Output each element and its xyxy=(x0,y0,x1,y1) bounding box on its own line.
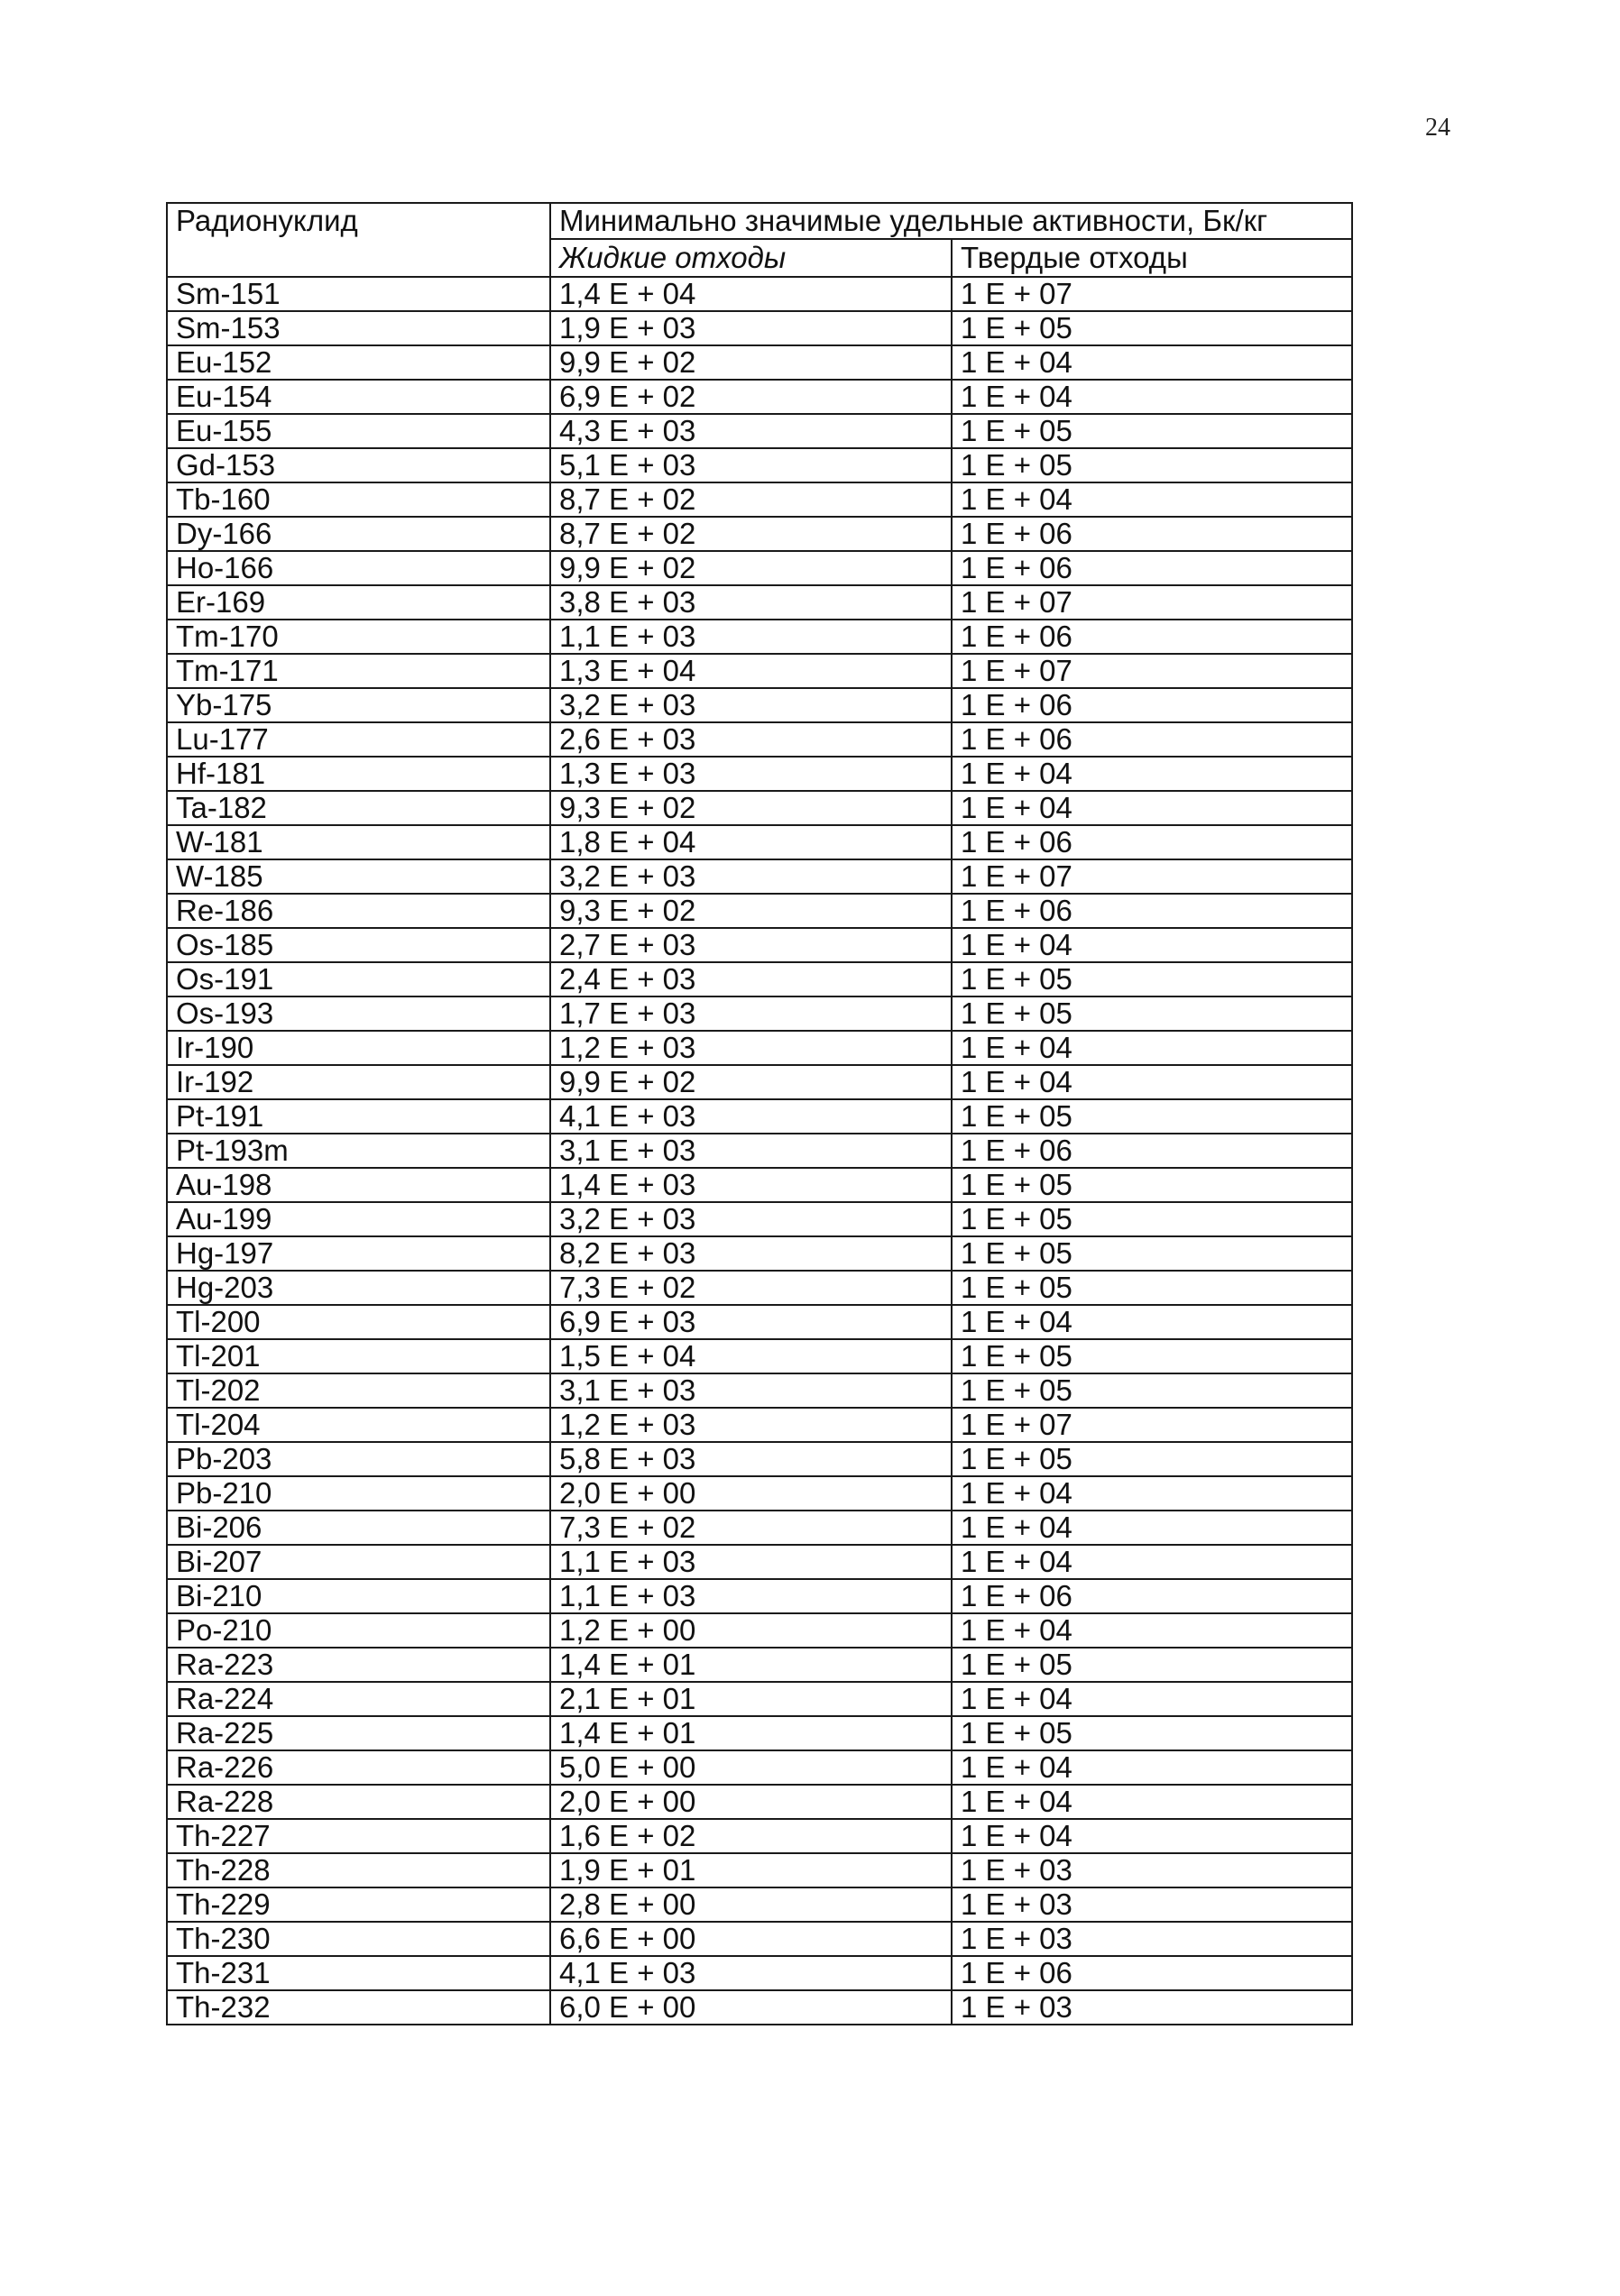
table-row xyxy=(167,1613,1352,1648)
cell-solid-activity: 1 E + 04 xyxy=(952,380,1352,414)
cell-radionuclide: Ra-224 xyxy=(167,1682,550,1716)
cell-solid-activity: 1 E + 04 xyxy=(952,1545,1352,1579)
cell-liquid-activity: 4,1 E + 03 xyxy=(550,1099,952,1134)
cell-liquid-activity: 6,6 E + 00 xyxy=(550,1922,952,1956)
cell-liquid-activity: 5,0 E + 00 xyxy=(550,1750,952,1785)
cell-radionuclide: Au-198 xyxy=(167,1168,550,1202)
table-row xyxy=(167,1819,1352,1853)
table-row xyxy=(167,1648,1352,1682)
cell-radionuclide: W-181 xyxy=(167,825,550,859)
cell-liquid-activity: 6,0 E + 00 xyxy=(550,1990,952,2025)
cell-liquid-activity: 9,3 E + 02 xyxy=(550,791,952,825)
table-row xyxy=(167,1785,1352,1819)
cell-radionuclide: Os-193 xyxy=(167,996,550,1031)
table-row xyxy=(167,894,1352,928)
cell-liquid-activity: 9,9 E + 02 xyxy=(550,551,952,585)
table-row xyxy=(167,654,1352,688)
cell-solid-activity: 1 E + 04 xyxy=(952,1750,1352,1785)
cell-radionuclide: Po-210 xyxy=(167,1613,550,1648)
cell-liquid-activity: 2,0 E + 00 xyxy=(550,1476,952,1511)
table-row xyxy=(167,962,1352,996)
cell-solid-activity: 1 E + 05 xyxy=(952,962,1352,996)
cell-solid-activity: 1 E + 06 xyxy=(952,620,1352,654)
cell-liquid-activity: 3,1 E + 03 xyxy=(550,1373,952,1408)
cell-solid-activity: 1 E + 04 xyxy=(952,928,1352,962)
cell-radionuclide: Tl-204 xyxy=(167,1408,550,1442)
cell-radionuclide: Hg-197 xyxy=(167,1236,550,1271)
table-row xyxy=(167,1202,1352,1236)
cell-liquid-activity: 1,9 E + 03 xyxy=(550,311,952,345)
table-body xyxy=(167,277,1352,2025)
cell-liquid-activity: 1,1 E + 03 xyxy=(550,620,952,654)
cell-radionuclide: Yb-175 xyxy=(167,688,550,722)
cell-radionuclide: Re-186 xyxy=(167,894,550,928)
cell-radionuclide: Eu-154 xyxy=(167,380,550,414)
cell-solid-activity: 1 E + 07 xyxy=(952,654,1352,688)
cell-liquid-activity: 8,7 E + 02 xyxy=(550,482,952,517)
table-row xyxy=(167,482,1352,517)
cell-solid-activity: 1 E + 03 xyxy=(952,1990,1352,2025)
cell-radionuclide: Tm-170 xyxy=(167,620,550,654)
header-solid-waste: Твердые отходы xyxy=(952,239,1352,277)
cell-solid-activity: 1 E + 06 xyxy=(952,551,1352,585)
cell-solid-activity: 1 E + 04 xyxy=(952,1476,1352,1511)
table-row xyxy=(167,996,1352,1031)
cell-radionuclide: Pt-193m xyxy=(167,1134,550,1168)
cell-solid-activity: 1 E + 06 xyxy=(952,825,1352,859)
cell-radionuclide: Eu-155 xyxy=(167,414,550,448)
cell-radionuclide: Dy-166 xyxy=(167,517,550,551)
cell-radionuclide: Os-191 xyxy=(167,962,550,996)
cell-solid-activity: 1 E + 05 xyxy=(952,1716,1352,1750)
cell-radionuclide: Bi-210 xyxy=(167,1579,550,1613)
cell-solid-activity: 1 E + 05 xyxy=(952,1442,1352,1476)
cell-radionuclide: Ir-190 xyxy=(167,1031,550,1065)
cell-liquid-activity: 6,9 E + 03 xyxy=(550,1305,952,1339)
cell-radionuclide: Th-232 xyxy=(167,1990,550,2025)
cell-radionuclide: Ho-166 xyxy=(167,551,550,585)
table-row xyxy=(167,1750,1352,1785)
cell-liquid-activity: 1,5 E + 04 xyxy=(550,1339,952,1373)
cell-radionuclide: Tb-160 xyxy=(167,482,550,517)
cell-liquid-activity: 1,7 E + 03 xyxy=(550,996,952,1031)
cell-radionuclide: Tl-200 xyxy=(167,1305,550,1339)
cell-radionuclide: Ra-225 xyxy=(167,1716,550,1750)
cell-liquid-activity: 8,2 E + 03 xyxy=(550,1236,952,1271)
cell-solid-activity: 1 E + 07 xyxy=(952,1408,1352,1442)
cell-liquid-activity: 1,2 E + 03 xyxy=(550,1408,952,1442)
cell-solid-activity: 1 E + 04 xyxy=(952,1305,1352,1339)
cell-solid-activity: 1 E + 06 xyxy=(952,688,1352,722)
cell-solid-activity: 1 E + 05 xyxy=(952,1339,1352,1373)
cell-solid-activity: 1 E + 07 xyxy=(952,585,1352,620)
cell-liquid-activity: 1,1 E + 03 xyxy=(550,1579,952,1613)
cell-radionuclide: Ir-192 xyxy=(167,1065,550,1099)
table-row xyxy=(167,1442,1352,1476)
table-row xyxy=(167,277,1352,311)
cell-solid-activity: 1 E + 05 xyxy=(952,414,1352,448)
cell-liquid-activity: 1,6 E + 02 xyxy=(550,1819,952,1853)
cell-liquid-activity: 1,4 E + 04 xyxy=(550,277,952,311)
cell-liquid-activity: 7,3 E + 02 xyxy=(550,1511,952,1545)
cell-liquid-activity: 6,9 E + 02 xyxy=(550,380,952,414)
cell-liquid-activity: 1,2 E + 00 xyxy=(550,1613,952,1648)
cell-radionuclide: Bi-207 xyxy=(167,1545,550,1579)
cell-radionuclide: Gd-153 xyxy=(167,448,550,482)
cell-solid-activity: 1 E + 05 xyxy=(952,448,1352,482)
cell-solid-activity: 1 E + 03 xyxy=(952,1922,1352,1956)
cell-liquid-activity: 3,1 E + 03 xyxy=(550,1134,952,1168)
cell-solid-activity: 1 E + 04 xyxy=(952,1682,1352,1716)
cell-solid-activity: 1 E + 06 xyxy=(952,517,1352,551)
cell-liquid-activity: 3,2 E + 03 xyxy=(550,859,952,894)
cell-solid-activity: 1 E + 05 xyxy=(952,1099,1352,1134)
cell-liquid-activity: 9,3 E + 02 xyxy=(550,894,952,928)
table-row xyxy=(167,1990,1352,2025)
table-row xyxy=(167,1168,1352,1202)
activity-table xyxy=(166,202,1353,2025)
table-row xyxy=(167,585,1352,620)
cell-liquid-activity: 9,9 E + 02 xyxy=(550,1065,952,1099)
cell-solid-activity: 1 E + 06 xyxy=(952,1134,1352,1168)
table-row xyxy=(167,517,1352,551)
cell-liquid-activity: 1,8 E + 04 xyxy=(550,825,952,859)
cell-liquid-activity: 3,2 E + 03 xyxy=(550,688,952,722)
cell-solid-activity: 1 E + 04 xyxy=(952,757,1352,791)
table-row xyxy=(167,1853,1352,1887)
table-row xyxy=(167,620,1352,654)
table-row xyxy=(167,1922,1352,1956)
cell-radionuclide: Ra-223 xyxy=(167,1648,550,1682)
cell-liquid-activity: 2,0 E + 00 xyxy=(550,1785,952,1819)
table-row xyxy=(167,551,1352,585)
table-row xyxy=(167,380,1352,414)
cell-radionuclide: Hg-203 xyxy=(167,1271,550,1305)
table-row xyxy=(167,1545,1352,1579)
cell-solid-activity: 1 E + 03 xyxy=(952,1887,1352,1922)
table-header xyxy=(167,203,1352,277)
table-row xyxy=(167,688,1352,722)
cell-liquid-activity: 1,4 E + 03 xyxy=(550,1168,952,1202)
cell-solid-activity: 1 E + 04 xyxy=(952,482,1352,517)
header-liquid-waste: Жидкие отходы xyxy=(550,239,952,277)
cell-solid-activity: 1 E + 05 xyxy=(952,1236,1352,1271)
page-number: 24 xyxy=(1425,114,1450,142)
cell-liquid-activity: 8,7 E + 02 xyxy=(550,517,952,551)
cell-solid-activity: 1 E + 06 xyxy=(952,1579,1352,1613)
cell-liquid-activity: 1,9 E + 01 xyxy=(550,1853,952,1887)
header-radionuclide: Радионуклид xyxy=(167,203,550,277)
table-row xyxy=(167,1031,1352,1065)
table-row xyxy=(167,414,1352,448)
cell-liquid-activity: 3,2 E + 03 xyxy=(550,1202,952,1236)
cell-solid-activity: 1 E + 05 xyxy=(952,311,1352,345)
cell-liquid-activity: 5,1 E + 03 xyxy=(550,448,952,482)
table-row xyxy=(167,1887,1352,1922)
cell-liquid-activity: 4,1 E + 03 xyxy=(550,1956,952,1990)
cell-solid-activity: 1 E + 04 xyxy=(952,345,1352,380)
cell-solid-activity: 1 E + 04 xyxy=(952,1613,1352,1648)
cell-radionuclide: Tm-171 xyxy=(167,654,550,688)
table-row xyxy=(167,1339,1352,1373)
cell-solid-activity: 1 E + 04 xyxy=(952,791,1352,825)
table-row xyxy=(167,1579,1352,1613)
cell-liquid-activity: 4,3 E + 03 xyxy=(550,414,952,448)
cell-radionuclide: W-185 xyxy=(167,859,550,894)
cell-radionuclide: Pb-210 xyxy=(167,1476,550,1511)
table-row xyxy=(167,1476,1352,1511)
table-row xyxy=(167,757,1352,791)
cell-solid-activity: 1 E + 05 xyxy=(952,1271,1352,1305)
cell-radionuclide: Th-230 xyxy=(167,1922,550,1956)
cell-radionuclide: Tl-202 xyxy=(167,1373,550,1408)
cell-liquid-activity: 2,4 E + 03 xyxy=(550,962,952,996)
cell-liquid-activity: 1,4 E + 01 xyxy=(550,1648,952,1682)
table-row xyxy=(167,1271,1352,1305)
cell-liquid-activity: 1,3 E + 04 xyxy=(550,654,952,688)
table-row xyxy=(167,1408,1352,1442)
cell-solid-activity: 1 E + 05 xyxy=(952,1202,1352,1236)
table-row xyxy=(167,1373,1352,1408)
table-row xyxy=(167,1099,1352,1134)
cell-solid-activity: 1 E + 04 xyxy=(952,1819,1352,1853)
cell-solid-activity: 1 E + 06 xyxy=(952,1956,1352,1990)
cell-radionuclide: Sm-151 xyxy=(167,277,550,311)
cell-radionuclide: Eu-152 xyxy=(167,345,550,380)
cell-radionuclide: Ta-182 xyxy=(167,791,550,825)
table-row xyxy=(167,1065,1352,1099)
cell-radionuclide: Th-228 xyxy=(167,1853,550,1887)
cell-radionuclide: Hf-181 xyxy=(167,757,550,791)
table-row xyxy=(167,791,1352,825)
cell-solid-activity: 1 E + 05 xyxy=(952,1648,1352,1682)
cell-radionuclide: Ra-228 xyxy=(167,1785,550,1819)
table-row xyxy=(167,1305,1352,1339)
table-row xyxy=(167,1716,1352,1750)
header-activity-group: Минимально значимые удельные активности, Бк/кг xyxy=(550,203,1352,239)
cell-liquid-activity: 5,8 E + 03 xyxy=(550,1442,952,1476)
table-row xyxy=(167,825,1352,859)
table-row xyxy=(167,448,1352,482)
cell-solid-activity: 1 E + 07 xyxy=(952,277,1352,311)
cell-radionuclide: Os-185 xyxy=(167,928,550,962)
cell-solid-activity: 1 E + 06 xyxy=(952,894,1352,928)
cell-radionuclide: Ra-226 xyxy=(167,1750,550,1785)
cell-radionuclide: Er-169 xyxy=(167,585,550,620)
cell-radionuclide: Pb-203 xyxy=(167,1442,550,1476)
cell-radionuclide: Th-231 xyxy=(167,1956,550,1990)
table-row xyxy=(167,1134,1352,1168)
table-row xyxy=(167,1236,1352,1271)
cell-liquid-activity: 3,8 E + 03 xyxy=(550,585,952,620)
cell-liquid-activity: 9,9 E + 02 xyxy=(550,345,952,380)
cell-radionuclide: Th-229 xyxy=(167,1887,550,1922)
cell-radionuclide: Au-199 xyxy=(167,1202,550,1236)
cell-solid-activity: 1 E + 04 xyxy=(952,1511,1352,1545)
cell-radionuclide: Sm-153 xyxy=(167,311,550,345)
cell-liquid-activity: 2,1 E + 01 xyxy=(550,1682,952,1716)
cell-solid-activity: 1 E + 05 xyxy=(952,1373,1352,1408)
cell-radionuclide: Th-227 xyxy=(167,1819,550,1853)
table-row xyxy=(167,1511,1352,1545)
table-row xyxy=(167,345,1352,380)
cell-liquid-activity: 1,3 E + 03 xyxy=(550,757,952,791)
cell-solid-activity: 1 E + 05 xyxy=(952,1168,1352,1202)
cell-radionuclide: Bi-206 xyxy=(167,1511,550,1545)
cell-solid-activity: 1 E + 04 xyxy=(952,1065,1352,1099)
cell-solid-activity: 1 E + 05 xyxy=(952,996,1352,1031)
cell-radionuclide: Lu-177 xyxy=(167,722,550,757)
cell-solid-activity: 1 E + 07 xyxy=(952,859,1352,894)
cell-liquid-activity: 1,4 E + 01 xyxy=(550,1716,952,1750)
cell-liquid-activity: 7,3 E + 02 xyxy=(550,1271,952,1305)
cell-liquid-activity: 2,6 E + 03 xyxy=(550,722,952,757)
cell-liquid-activity: 1,2 E + 03 xyxy=(550,1031,952,1065)
cell-radionuclide: Tl-201 xyxy=(167,1339,550,1373)
cell-solid-activity: 1 E + 04 xyxy=(952,1785,1352,1819)
table-row xyxy=(167,1956,1352,1990)
table-row xyxy=(167,311,1352,345)
cell-solid-activity: 1 E + 03 xyxy=(952,1853,1352,1887)
cell-liquid-activity: 2,8 E + 00 xyxy=(550,1887,952,1922)
table-row xyxy=(167,722,1352,757)
cell-radionuclide: Pt-191 xyxy=(167,1099,550,1134)
cell-liquid-activity: 2,7 E + 03 xyxy=(550,928,952,962)
cell-liquid-activity: 1,1 E + 03 xyxy=(550,1545,952,1579)
table-row xyxy=(167,1682,1352,1716)
cell-solid-activity: 1 E + 04 xyxy=(952,1031,1352,1065)
table-row xyxy=(167,928,1352,962)
cell-solid-activity: 1 E + 06 xyxy=(952,722,1352,757)
table-row xyxy=(167,859,1352,894)
